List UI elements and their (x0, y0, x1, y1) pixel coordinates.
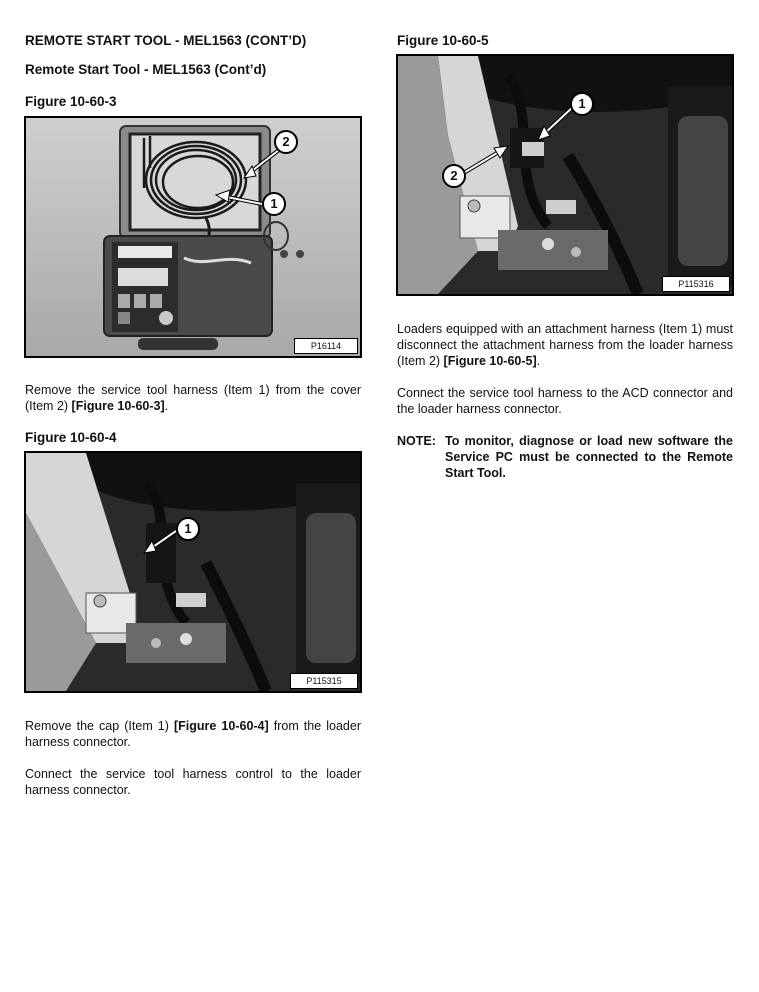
figure-10-60-5 (396, 54, 734, 296)
figure-10-60-4 (24, 451, 362, 693)
paragraph-remove-cap: Remove the cap (Item 1) [Figure 10-60-4] from the loader harness connector. (25, 719, 361, 749)
figure-10-60-5-label: Figure 10-60-5 (397, 33, 489, 48)
subtitle: Remote Start Tool - MEL1563 (Cont’d) (25, 62, 267, 77)
callout-2: 2 (442, 164, 466, 188)
note-text: To monitor, diagnose or load new software the Service PC must be connected to the Remote Start Tool. (445, 434, 733, 480)
paragraph-connect-control: Connect the service tool harness control to the loader harness connector. (25, 767, 361, 797)
remote-start-tool-case-photo (26, 118, 360, 356)
figure-reference: [Figure 10-60-4] (174, 719, 269, 733)
figure-10-60-4-label: Figure 10-60-4 (25, 430, 117, 445)
section-title: REMOTE START TOOL - MEL1563 (CONT’D) (25, 33, 307, 48)
photo-id-tag: P16114 (294, 338, 358, 354)
note-label: NOTE: (397, 434, 436, 448)
paragraph-remove-harness: Remove the service tool harness (Item 1) from the cover (Item 2) [Figure 10-60-3]. (25, 383, 361, 413)
callout-2: 2 (274, 130, 298, 154)
figure-reference: [Figure 10-60-3] (71, 399, 165, 413)
callout-1: 1 (176, 517, 200, 541)
figure-reference: [Figure 10-60-5] (443, 354, 537, 368)
callout-1: 1 (262, 192, 286, 216)
paragraph-connect-acd: Connect the service tool harness to the ACD connector and the loader harness connector. (397, 386, 733, 416)
callout-1: 1 (570, 92, 594, 116)
paragraph-disconnect-attachment: Loaders equipped with an attachment harness (Item 1) must disconnect the attachment harness from the loader harness (Item 2) [Figure 10-60-5]. (397, 322, 733, 368)
photo-id-tag: P115316 (662, 276, 730, 292)
figure-10-60-3 (24, 116, 362, 358)
figure-10-60-3-label: Figure 10-60-3 (25, 94, 117, 109)
photo-id-tag: P115315 (290, 673, 358, 689)
loader-harness-connector-photo (26, 453, 360, 691)
